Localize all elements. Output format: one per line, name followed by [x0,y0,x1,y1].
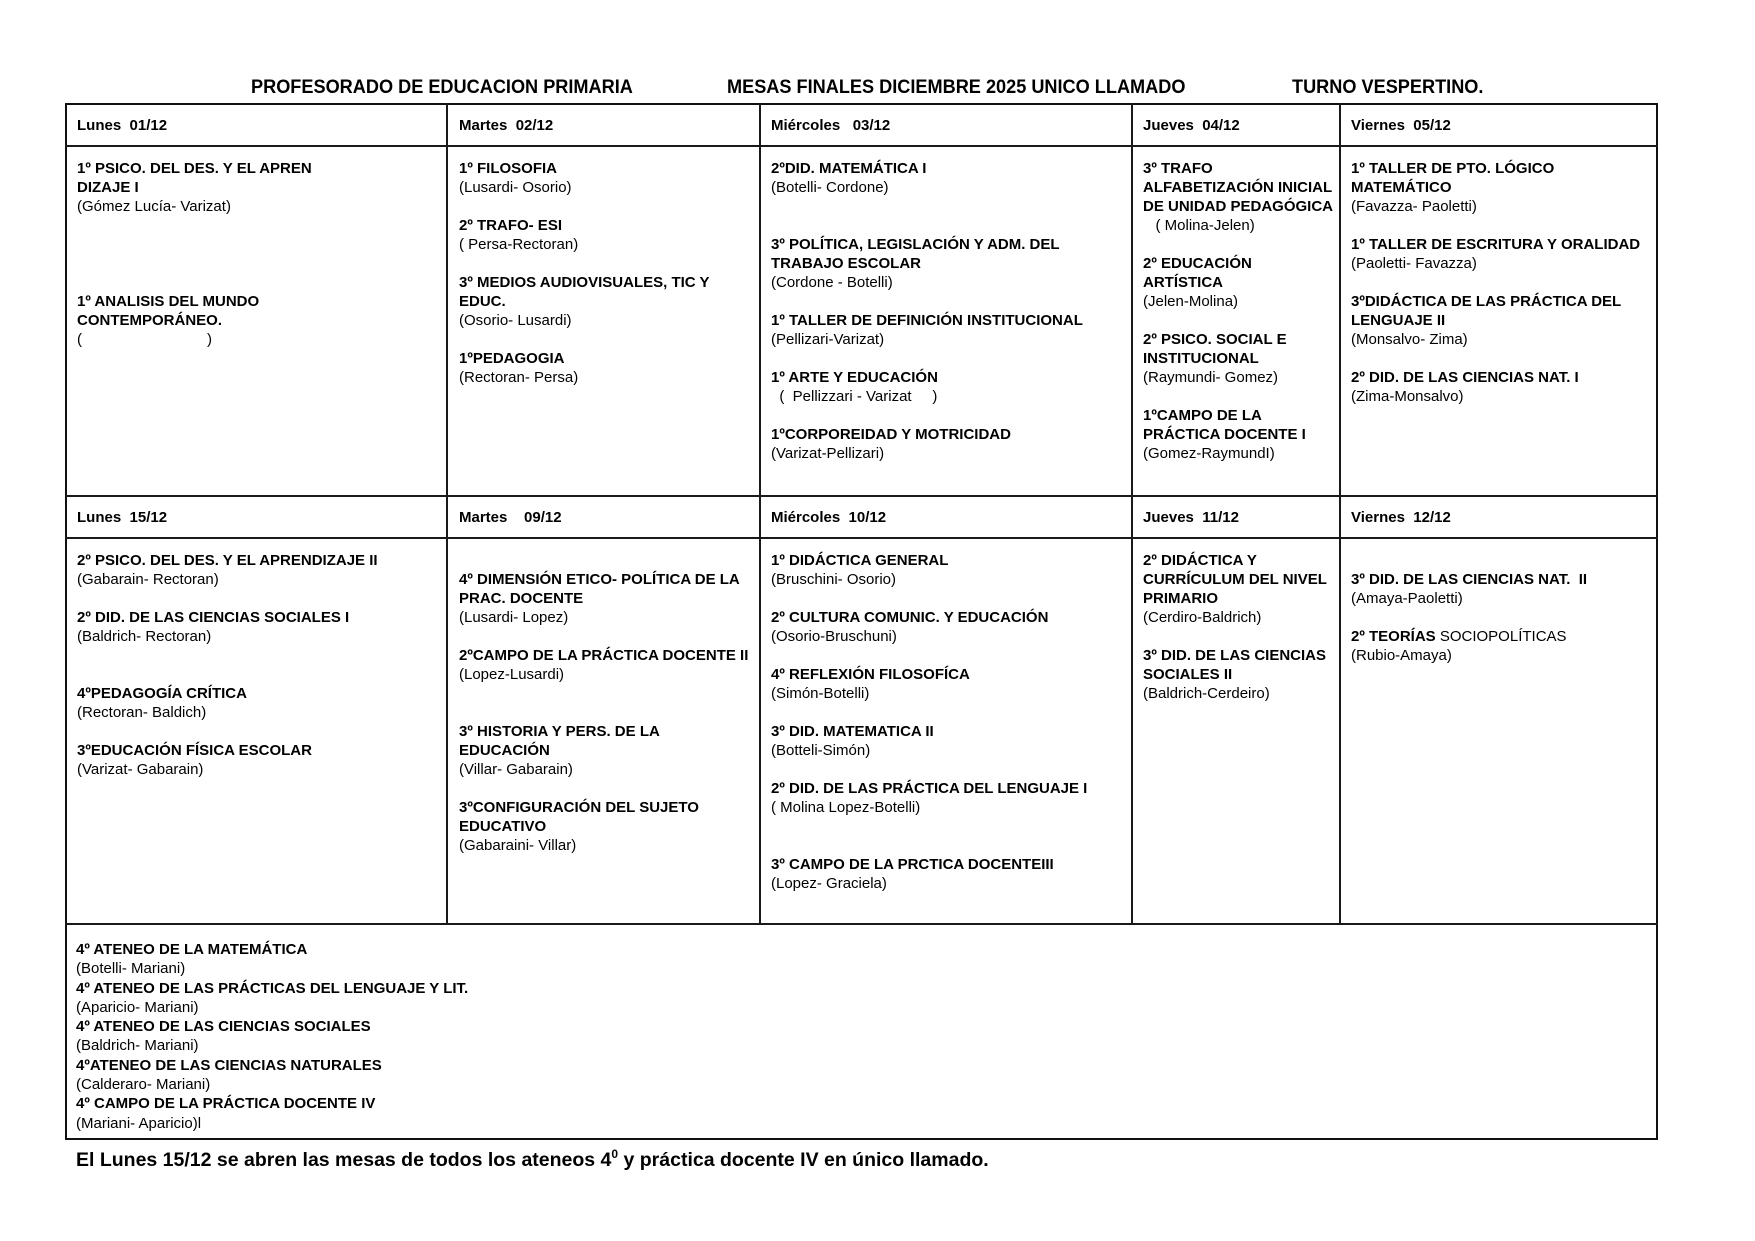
exam-professors: (Rubio-Amaya) [1351,647,1452,664]
exam-professors: (Favazza- Paoletti) [1351,198,1477,215]
exam-professors: (Lusardi- Osorio) [459,179,572,196]
exam-professors: (Rectoran- Persa) [459,369,579,386]
ateneo-subject: 4ºATENEO DE LAS CIENCIAS NATURALES [76,1056,382,1074]
exam-professors: (Bruschini- Osorio) [771,571,897,588]
exam-professors: (Varizat- Gabarain) [77,761,204,778]
exam-professors: (Gabaraini- Villar) [459,837,577,854]
exam-subject: 1º DIDÁCTICA GENERAL [771,552,949,569]
exam-professors: ( Molina-Jelen) [1143,217,1255,234]
exam-professors: (Baldrich-Cerdeiro) [1143,685,1270,702]
exam-subject: 1º ANALISIS DEL MUNDO [77,293,260,310]
exam-entry [1351,235,1651,273]
exam-subject: 3ºEDUCACIÓN FÍSICA ESCOLAR [77,742,312,759]
exam-entry [771,722,1127,760]
exam-entry [459,273,751,330]
exam-subject: 3ºDIDÁCTICA DE LAS PRÁCTICA DEL LENGUAJE II [1351,293,1621,329]
exam-subject: 2º DID. DE LAS CIENCIAS SOCIALES I [77,609,350,626]
exam-professors: (Amaya-Paoletti) [1351,590,1463,607]
exam-entry [771,665,1127,703]
exam-subject: 2º PSICO. SOCIAL E INSTITUCIONAL [1143,331,1287,367]
day-cell-viernes-12 [1351,570,1651,665]
exam-entry [459,646,751,684]
exam-entry [771,855,1127,893]
exam-subject: 1º TALLER DE DEFINICIÓN INSTITUCIONAL [771,312,1083,329]
day-cell-jueves-11 [1143,551,1328,703]
exam-entry [459,349,751,387]
exam-subject: 2º EDUCACIÓN ARTÍSTICA [1143,255,1252,291]
exam-entry [77,551,442,589]
exam-subject: 1ºCAMPO DE LA PRÁCTICA DOCENTE I [1143,407,1306,443]
day-header-lunes-01: Lunes 01/12 [77,117,168,134]
exam-entry [771,551,1127,589]
exam-subject: 1ºCORPOREIDAD Y MOTRICIDAD [771,426,1011,443]
day-header-miercoles-10: Miércoles 10/12 [771,509,887,526]
exam-subject: 2º DID. DE LAS PRÁCTICA DEL LENGUAJE I [771,780,1088,797]
exam-subject: 4ºPEDAGOGÍA CRÍTICA [77,685,247,702]
exam-professors: (Lopez- Graciela) [771,875,887,892]
ateneos-list [76,940,468,1133]
day-cell-martes-09 [459,570,751,855]
ateneo-professors: (Baldrich- Mariani) [76,1037,199,1055]
footer-text-after: y práctica docente IV en único llamado. [618,1149,989,1171]
exam-professors: (Baldrich- Rectoran) [77,628,212,645]
exam-professors: (Rectoran- Baldich) [77,704,207,721]
exam-entry [771,425,1127,463]
exam-professors: ( ) [77,331,213,348]
ateneo-subject: 4º CAMPO DE LA PRÁCTICA DOCENTE IV [76,1095,376,1113]
exam-professors: (Zima-Monsalvo) [1351,388,1464,405]
footer-superscript: 0 [611,1147,619,1161]
title-institution: PROFESORADO DE EDUCACION PRIMARIA [251,76,633,98]
ateneo-professors: (Mariani- Aparicio)l [76,1114,202,1132]
day-header-lunes-15: Lunes 15/12 [77,509,168,526]
exam-entry [771,311,1127,349]
exam-subject: 2º DID. DE LAS CIENCIAS NAT. I [1351,369,1579,386]
exam-professors: ( Pellizzari - Varizat ) [771,388,938,405]
exam-entry [1143,406,1333,463]
exam-subject: 2º CULTURA COMUNIC. Y EDUCACIÓN [771,609,1049,626]
column-divider [1339,103,1341,925]
exam-entry [1143,551,1328,627]
exam-professors: (Botteli-Simón) [771,742,871,759]
exam-subject: 3º DID. MATEMATICA II [771,723,934,740]
exam-entry [1143,330,1333,387]
exam-professors: (Gomez-RaymundI) [1143,445,1275,462]
day-cell-lunes-01 [77,159,437,349]
ateneo-professors: (Aparicio- Mariani) [76,998,199,1016]
exam-professors: (Osorio- Lusardi) [459,312,572,329]
exam-subject: 3º TRAFO ALFABETIZACIÓN INICIAL DE UNIDAD PEDAGÓGICA [1143,160,1334,215]
day-header-viernes-12: Viernes 12/12 [1351,509,1451,526]
exam-professors: (Gómez Lucía- Varizat) [77,198,231,215]
title-shift: TURNO VESPERTINO. [1292,76,1484,98]
exam-subject: 3º HISTORIA Y PERS. DE LA EDUCACIÓN [459,723,660,759]
day-header-jueves-11: Jueves 11/12 [1143,509,1239,526]
footer-text-before: El Lunes 15/12 se abren las mesas de todos los ateneos 4 [76,1149,612,1171]
day-header-miercoles-03: Miércoles 03/12 [771,117,891,134]
ateneo-professors: (Botelli- Mariani) [76,960,186,978]
exam-subject: 1º FILOSOFIA [459,160,557,177]
exam-professors: (Simón-Botelli) [771,685,870,702]
exam-subject: 1ºPEDAGOGIA [459,350,565,367]
ateneo-subject: 4º ATENEO DE LAS PRÁCTICAS DEL LENGUAJE Y LIT. [76,979,469,997]
exam-professors: (Raymundi- Gomez) [1143,369,1279,386]
ateneo-subject: 4º ATENEO DE LAS CIENCIAS SOCIALES [76,1018,371,1036]
exam-entry [1143,646,1328,703]
day-cell-miercoles-03 [771,159,1127,463]
exam-professors: (Monsalvo- Zima) [1351,331,1468,348]
exam-entry [77,159,437,216]
column-divider [759,103,761,925]
row-divider [65,495,1658,497]
exam-professors: (Botelli- Cordone) [771,179,889,196]
day-cell-viernes-05 [1351,159,1651,406]
exam-professors: (Cerdiro-Baldrich) [1143,609,1262,626]
exam-subject: 3ºCONFIGURACIÓN DEL SUJETO EDUCATIVO [459,799,699,835]
day-header-viernes-05: Viernes 05/12 [1351,117,1451,134]
exam-entry [771,235,1127,292]
exam-subject: 2º PSICO. DEL DES. Y EL APRENDIZAJE II [77,552,378,569]
exam-entry [1351,627,1651,665]
exam-subject: 4º REFLEXIÓN FILOSOFÍCA [771,666,970,683]
exam-entry [77,741,442,779]
exam-subject-cont: DIZAJE I [77,179,139,196]
day-cell-jueves-04 [1143,159,1333,463]
exam-subject [1351,627,1651,646]
exam-professors: ( Persa-Rectoran) [459,236,579,253]
exam-entry [1351,368,1651,406]
exam-subject: 3º CAMPO DE LA PRCTICA DOCENTEIII [771,856,1054,873]
exam-entry [1143,159,1333,235]
exam-entry [771,608,1127,646]
day-cell-martes-02 [459,159,751,387]
ateneo-subject: 4º ATENEO DE LA MATEMÁTICA [76,941,308,958]
exam-subject: 2ºCAMPO DE LA PRÁCTICA DOCENTE II [459,647,749,664]
exam-professors: (Gabarain- Rectoran) [77,571,219,588]
day-header-martes-02: Martes 02/12 [459,117,554,134]
column-divider [1131,103,1133,925]
exam-professors: (Paoletti- Favazza) [1351,255,1477,272]
exam-entry [459,570,751,627]
exam-professors: (Lusardi- Lopez) [459,609,569,626]
exam-subject: 3º DID. DE LAS CIENCIAS SOCIALES II [1143,647,1327,683]
exam-entry [77,292,437,349]
ateneo-professors: (Calderaro- Mariani) [76,1076,211,1094]
exam-entry [459,722,751,779]
day-cell-lunes-15 [77,551,442,779]
exam-entry [77,608,442,646]
exam-subject: 2ºDID. MATEMÁTICA I [771,160,927,177]
exam-subject: 2º DIDÁCTICA Y CURRÍCULUM DEL NIVEL PRIMARIO [1143,552,1327,607]
exam-subject: 3º POLÍTICA, LEGISLACIÓN Y ADM. DEL TRABAJO ESCOLAR [771,236,1060,272]
exam-entry [459,216,751,254]
exam-entry [771,159,1127,197]
exam-entry [459,798,751,855]
exam-subject: 4º DIMENSIÓN ETICO- POLÍTICA DE LA PRAC. DOCENTE [459,571,740,607]
exam-entry [459,159,751,197]
exam-entry [77,684,442,722]
exam-subject-cont: CONTEMPORÁNEO. [77,312,223,329]
day-header-martes-09: Martes 09/12 [459,509,562,526]
exam-subject: 1º TALLER DE ESCRITURA Y ORALIDAD [1351,236,1641,253]
document-title [0,76,1755,100]
exam-subject: 1º PSICO. DEL DES. Y EL APREN [77,160,312,177]
row-divider [65,145,1658,147]
exam-subject: 1º TALLER DE PTO. LÓGICO MATEMÁTICO [1351,160,1555,196]
footer-note [76,1147,989,1172]
exam-entry [1351,570,1651,608]
exam-subject: 2º TRAFO- ESI [459,217,562,234]
row-divider [65,923,1658,925]
exam-entry [1351,159,1651,216]
exam-entry [1143,254,1333,311]
exam-subject-bold: 2º TEORÍAS [1351,628,1436,645]
day-cell-miercoles-10 [771,551,1127,893]
exam-entry [771,779,1127,817]
day-header-jueves-04: Jueves 04/12 [1143,117,1240,134]
exam-professors: (Villar- Gabarain) [459,761,573,778]
exam-subject: 3º MEDIOS AUDIOVISUALES, TIC Y EDUC. [459,274,710,310]
exam-subject: 1º ARTE Y EDUCACIÓN [771,369,938,386]
exam-professors: ( Molina Lopez-Botelli) [771,799,921,816]
exam-professors: (Lopez-Lusardi) [459,666,565,683]
exam-professors: (Cordone - Botelli) [771,274,893,291]
exam-professors: (Varizat-Pellizari) [771,445,885,462]
exam-subject-rest: SOCIOPOLÍTICAS [1435,628,1567,645]
exam-subject: 3º DID. DE LAS CIENCIAS NAT. II [1351,571,1588,588]
exam-entry [1351,292,1651,349]
title-exam-period: MESAS FINALES DICIEMBRE 2025 UNICO LLAMADO [727,76,1186,98]
exam-professors: (Jelen-Molina) [1143,293,1239,310]
exam-professors: (Osorio-Bruschuni) [771,628,897,645]
exam-professors: (Pellizari-Varizat) [771,331,885,348]
exam-entry [771,368,1127,406]
row-divider [65,537,1658,539]
column-divider [446,103,448,925]
